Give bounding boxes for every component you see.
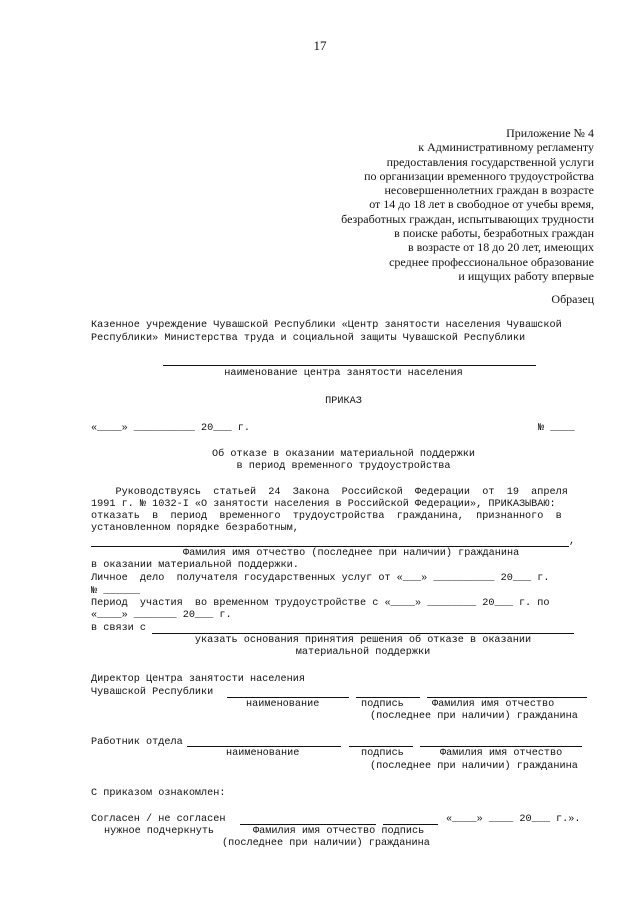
agree-fio-line [240,824,376,825]
page-number: 17 [313,38,327,53]
director-label-2: Чувашской Республики [91,687,214,698]
body-line: Период участия во временном трудоустройстве с «____» ________ 20___ г. по [91,598,550,609]
agree-signature-line [383,824,438,825]
annex-line: от 14 до 18 лет в свободное от учебы время, [369,197,594,212]
annex-line: по организации временного трудоустройства [364,168,594,183]
worker-name-line [187,746,341,747]
annex-line: в возрасте от 18 до 20 лет, имеющих [407,240,594,255]
body-line: Личное дело получателя государственных услуг от «___» __________ 20___ г. [91,573,550,584]
annex-line: в поиске работы, безработных граждан [394,226,594,241]
caption-fio-2: (последнее при наличии) гражданина [370,761,578,772]
reason-line [152,633,574,634]
org-line-2: Республики» Министерства труда и социальной защиты Чувашской Республики [91,333,526,344]
body-line: Руководствуясь статьей 24 Закона Российской Федерации от 19 апреля [91,487,568,498]
annex-header [341,126,594,283]
caption-fio-2: (последнее при наличии) гражданина [370,711,578,722]
order-title: ПРИКАЗ [325,396,362,407]
acquainted-label: С приказом ознакомлен: [91,788,226,799]
body-line: в связи с [91,623,147,634]
body-line: в оказании материальной поддержки. [91,560,299,571]
order-number: № ____ [538,423,575,434]
center-name-line [163,365,536,366]
worker-label: Работник отдела [91,737,183,748]
fio-comma: , [569,536,576,547]
worker-signature-line [349,746,413,747]
annex-line: предоставления государственной услуги [386,154,594,169]
fio-line [91,546,569,547]
body-line: № ______ [91,586,140,597]
worker-fio-line [420,746,582,747]
reason-caption-1: указать основания принятия решения об отказе в оказании [194,635,532,646]
bottom-fio-caption: Фамилия имя отчество подпись [253,826,425,837]
annex-line: Приложение № 4 [506,126,594,140]
annex-line: и ищущих работу впервые [458,268,594,283]
sample-label: Образец [551,292,594,306]
director-signature-line [356,697,420,698]
agree-label: Согласен / не согласен [91,814,226,825]
fio-caption: Фамилия имя отчество (последнее при наличии) гражданина [183,548,520,559]
body-line: «____» _______ 20___ г. [91,610,232,621]
subject-line-2: в период временного трудоустройства [236,461,451,472]
director-fio-line [427,697,587,698]
body-line: 1991 г. № 1032-I «О занятости населения в Российской Федерации», ПРИКАЗЫВАЮ: [91,499,556,510]
org-line-1: Казенное учреждение Чувашской Республики «Центр занятости населения Чувашской [91,320,562,331]
annex-line: несовершеннолетних граждан в возрасте [384,183,594,198]
underline-hint: нужное подчеркнуть [104,826,215,837]
director-name-line [227,697,349,698]
caption-fio: Фамилия имя отчество [432,699,555,710]
caption-name: наименование [226,748,300,759]
director-label-1: Директор Центра занятости населения [91,674,305,685]
caption-name: наименование [246,699,320,710]
annex-line: безработных граждан, испытывающих трудности [341,211,594,226]
subject-line-1: Об отказе в оказании материальной поддержки [212,449,475,460]
bottom-fio-caption-2: (последнее при наличии) гражданина [222,838,430,849]
caption-signature: подпись [361,748,404,759]
reason-caption-2: материальной поддержки [295,647,431,658]
order-date: «____» __________ 20___ г. [91,423,250,434]
center-name-caption: наименование центра занятости населения [224,368,463,379]
body-line: установленном порядке безработным, [91,523,299,534]
caption-signature: подпись [361,699,404,710]
annex-line: среднее профессиональное образование [389,254,594,269]
agree-date: «____» ____ 20___ г.». [446,814,581,825]
annex-line: к Административному регламенту [418,140,594,155]
caption-fio: Фамилия имя отчество [440,748,563,759]
body-line: отказать в период временного трудоустройства гражданина, признанного в [91,511,562,522]
